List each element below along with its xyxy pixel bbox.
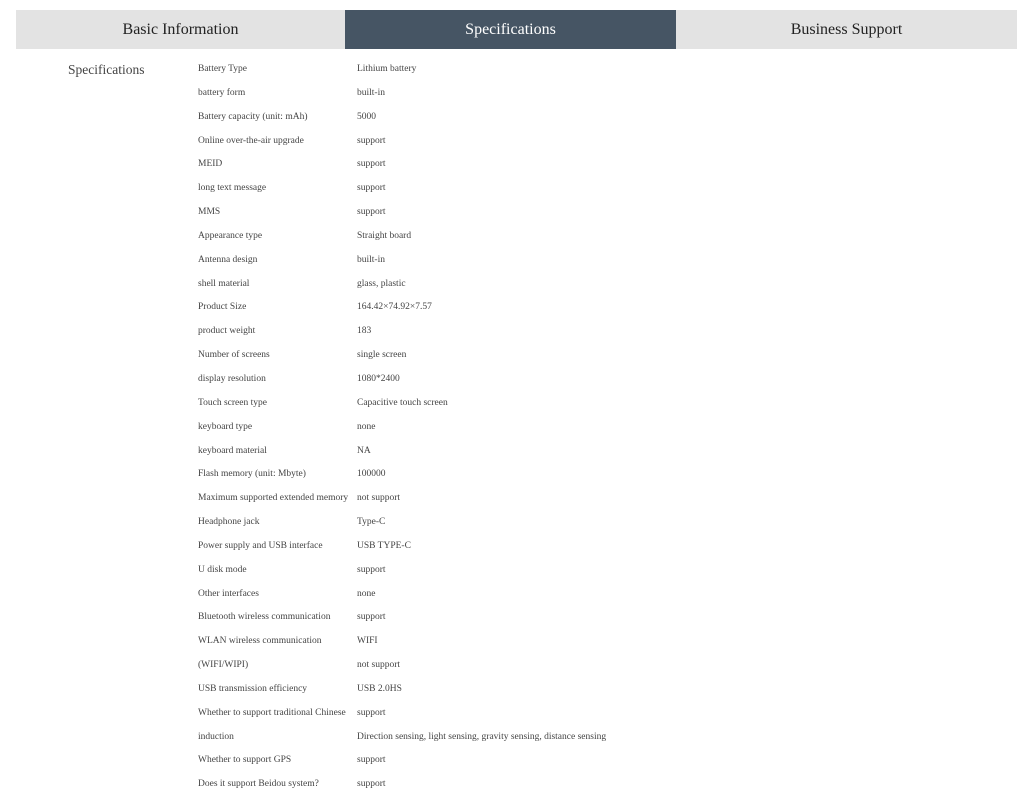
spec-label: Battery capacity (unit: mAh) [198,111,308,122]
spec-label: (WIFI/WIPI) [198,660,249,671]
spec-value: not support [357,660,401,671]
tab-bar [16,10,1017,49]
spec-value: support [357,207,386,218]
spec-label: induction [198,731,234,742]
spec-label: long text message [198,183,267,194]
spec-value: Straight board [357,230,412,241]
spec-label: Antenna design [198,254,258,265]
spec-label: keyboard material [198,445,267,456]
spec-label: Online over-the-air upgrade [198,135,304,146]
spec-value: support [357,707,386,718]
spec-value: NA [357,445,371,456]
spec-value: built-in [357,254,385,265]
spec-label: Appearance type [198,230,263,241]
spec-label: Bluetooth wireless communication [198,612,331,623]
spec-value: support [357,755,386,766]
spec-value: none [357,421,376,432]
spec-label: Does it support Beidou system? [198,779,319,790]
spec-label: battery form [198,87,246,98]
spec-value: 164.42×74.92×7.57 [357,302,432,313]
spec-value: support [357,135,386,146]
spec-value: support [357,612,386,623]
spec-value: Direction sensing, light sensing, gravity sensing, distance sensing [357,731,607,742]
spec-label: MEID [198,159,223,170]
spec-value: none [357,588,376,599]
spec-label: Battery Type [198,64,248,74]
spec-label: Headphone jack [198,517,260,528]
spec-value: not support [357,493,401,504]
spec-label: keyboard type [198,421,253,432]
spec-value: built-in [357,87,385,98]
spec-label: Whether to support traditional Chinese [198,707,346,718]
tab-business-support[interactable]: Business Support [676,10,1017,49]
spec-label: Touch screen type [198,397,267,408]
tab-specifications[interactable]: Specifications [345,10,676,49]
spec-label: MMS [198,207,221,218]
spec-label: Flash memory (unit: Mbyte) [198,469,306,480]
spec-value: USB TYPE-C [357,540,411,551]
spec-value: Capacitive touch screen [357,397,448,408]
spec-label: Maximum supported extended memory [198,493,349,504]
spec-value: Type-C [357,517,386,528]
spec-value: single screen [357,350,407,361]
tab-basic-information[interactable]: Basic Information [16,10,345,49]
spec-label: Product Size [198,302,247,313]
spec-value: 100000 [357,469,386,480]
spec-label: Number of screens [198,350,270,361]
spec-value: 1080*2400 [357,373,400,384]
spec-label: Whether to support GPS [198,755,292,766]
spec-value: glass, plastic [357,278,406,289]
spec-value: 5000 [357,111,376,122]
spec-value: USB 2.0HS [357,683,402,694]
spec-label: display resolution [198,373,266,384]
section-title: Specifications [68,62,145,77]
spec-value: Lithium battery [357,64,417,74]
spec-label: Other interfaces [198,588,259,599]
spec-label: U disk mode [198,564,247,575]
spec-value: WIFI [357,636,378,647]
spec-label: WLAN wireless communication [198,636,322,647]
spec-value: 183 [357,326,372,337]
spec-value: support [357,564,386,575]
spec-label: shell material [198,278,250,289]
spec-label: Power supply and USB interface [198,540,323,551]
spec-label: USB transmission efficiency [198,683,308,694]
spec-value: support [357,159,386,170]
spec-value: support [357,779,386,790]
spec-label: product weight [198,326,256,337]
spec-value: support [357,183,386,194]
